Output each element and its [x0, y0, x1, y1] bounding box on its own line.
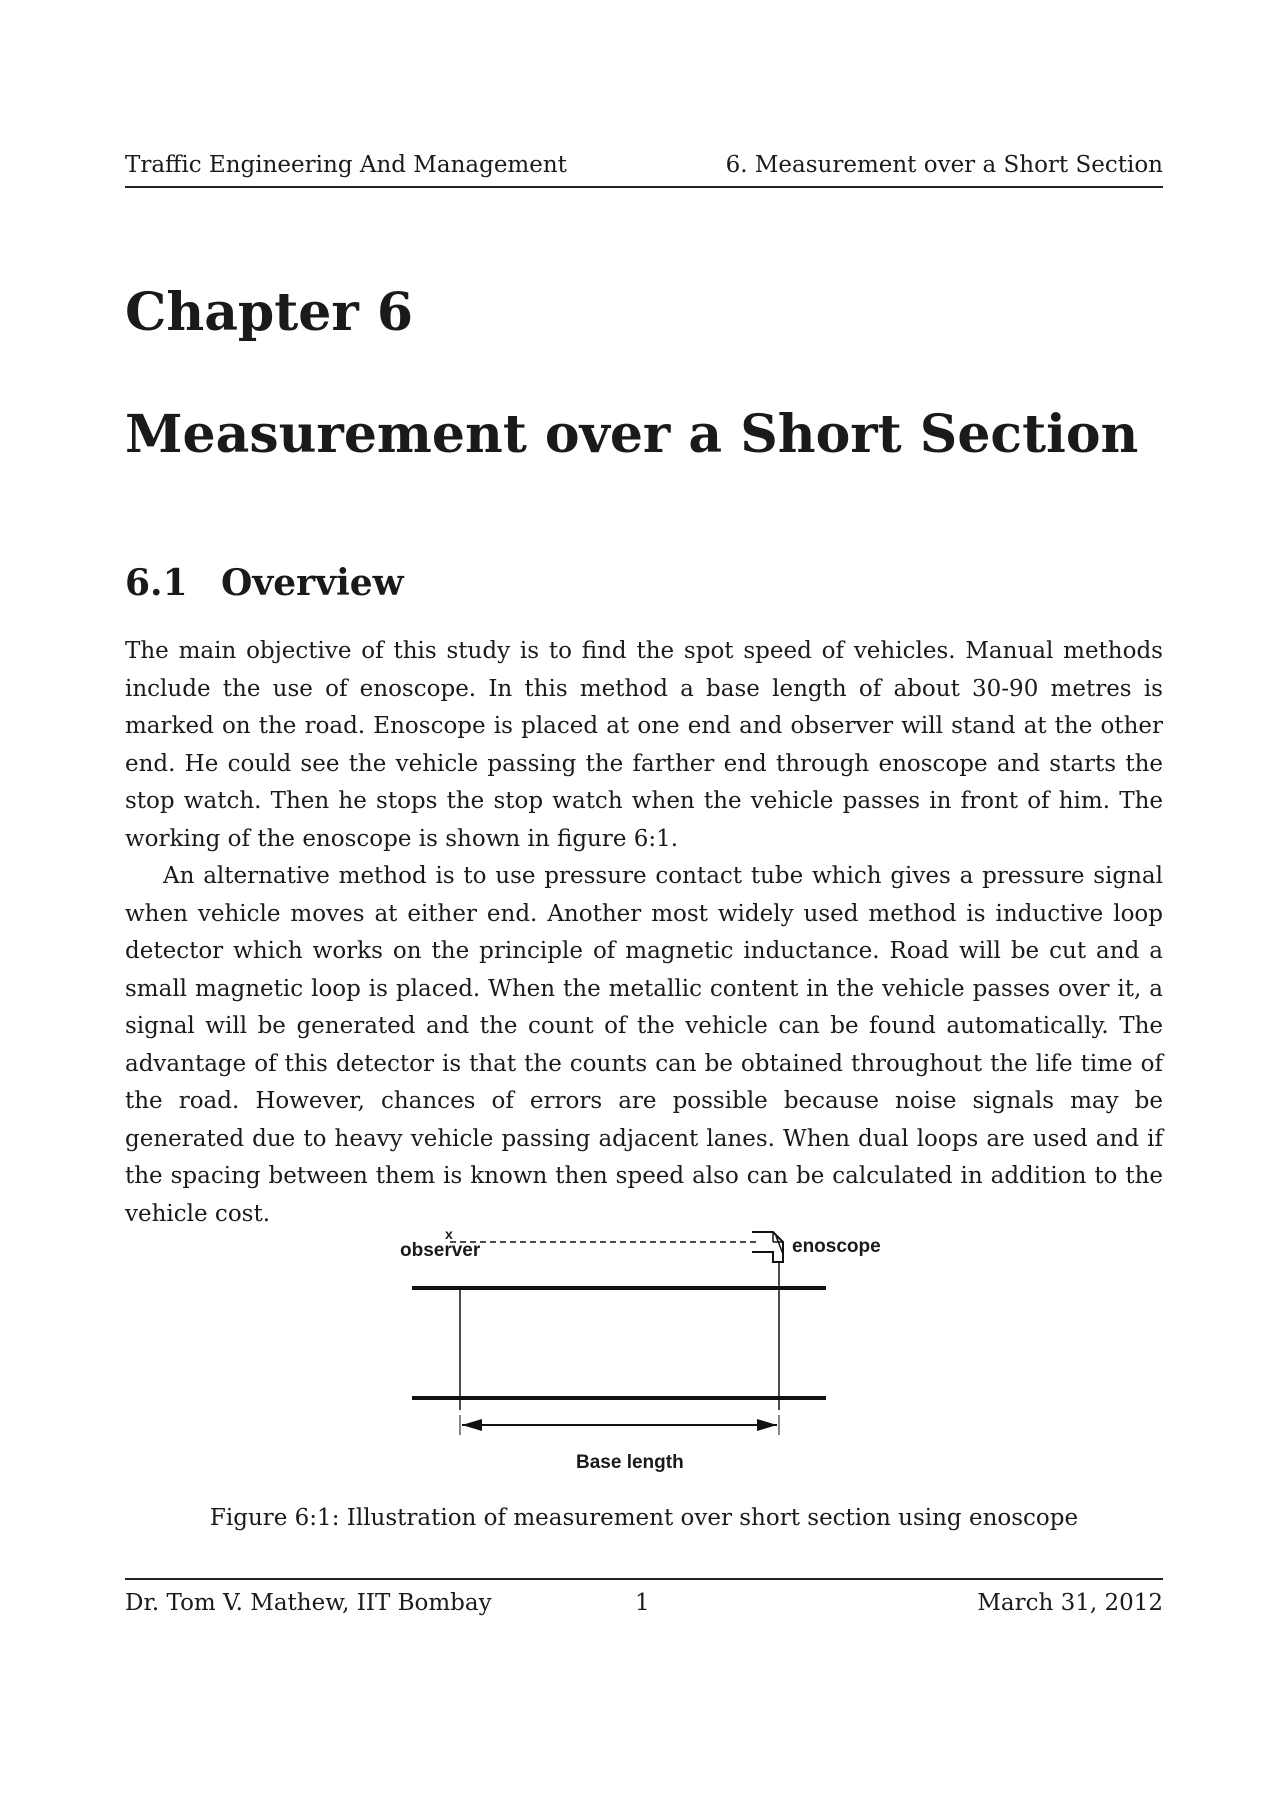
section-number: 6.1: [125, 562, 188, 604]
base-length-arrowhead-left: [462, 1419, 482, 1431]
enoscope-icon: [752, 1232, 783, 1262]
chapter-label: Chapter 6: [125, 282, 414, 343]
section-heading: [125, 562, 404, 604]
body-text: [125, 633, 1163, 1233]
figure-caption: Figure 6:1: Illustration of measurement over short section using enoscope: [209, 1505, 1079, 1531]
header-chapter-title: 6. Measurement over a Short Section: [725, 152, 1163, 178]
paragraph: The main objective of this study is to find the spot speed of vehicles. Manual methods include the use of enoscope. In this method a base length of about 30-90 metres is marked on the road. Enoscope is placed at one end and observer will stand at the other end. He could see the vehicle passing the farther end through enoscope and starts the stop watch. Then he stops the stop watch when the vehicle passes in front of him. The working of the enoscope is shown in figure 6:1.: [125, 638, 1163, 852]
footer-date: March 31, 2012: [977, 1590, 1163, 1616]
page-number: 1: [635, 1590, 650, 1616]
base-length-label: Base length: [576, 1452, 684, 1473]
footer-author: Dr. Tom V. Mathew, IIT Bombay: [125, 1590, 492, 1616]
running-header: [125, 152, 1163, 188]
observer-mark: x: [445, 1226, 453, 1242]
section-title: Overview: [221, 562, 404, 604]
observer-label: observer: [400, 1240, 481, 1261]
chapter-title: Measurement over a Short Section: [125, 404, 1139, 465]
enoscope-label: enoscope: [792, 1236, 881, 1257]
enoscope-figure: [390, 1220, 881, 1480]
running-footer: [125, 1578, 1163, 1620]
header-book-title: Traffic Engineering And Management: [125, 152, 567, 178]
paragraph: An alternative method is to use pressure contact tube which gives a pressure signal when vehicle moves at either end. Another most widely used method is inductive loop detector which works on the principle of magnetic inductance. Road will be cut and a small magnetic loop is placed. When the metallic content in the vehicle passes over it, a signal will be generated and the count of the vehicle can be found automatically. The advantage of this detector is that the counts can be obtained throughout the life time of the road. However, chances of errors are possible because noise signals may be generated due to heavy vehicle passing adjacent lanes. When dual loops are used and if the spacing between them is known then speed also can be calculated in addition to the vehicle cost.: [125, 863, 1163, 1227]
base-length-arrowhead-right: [757, 1419, 777, 1431]
